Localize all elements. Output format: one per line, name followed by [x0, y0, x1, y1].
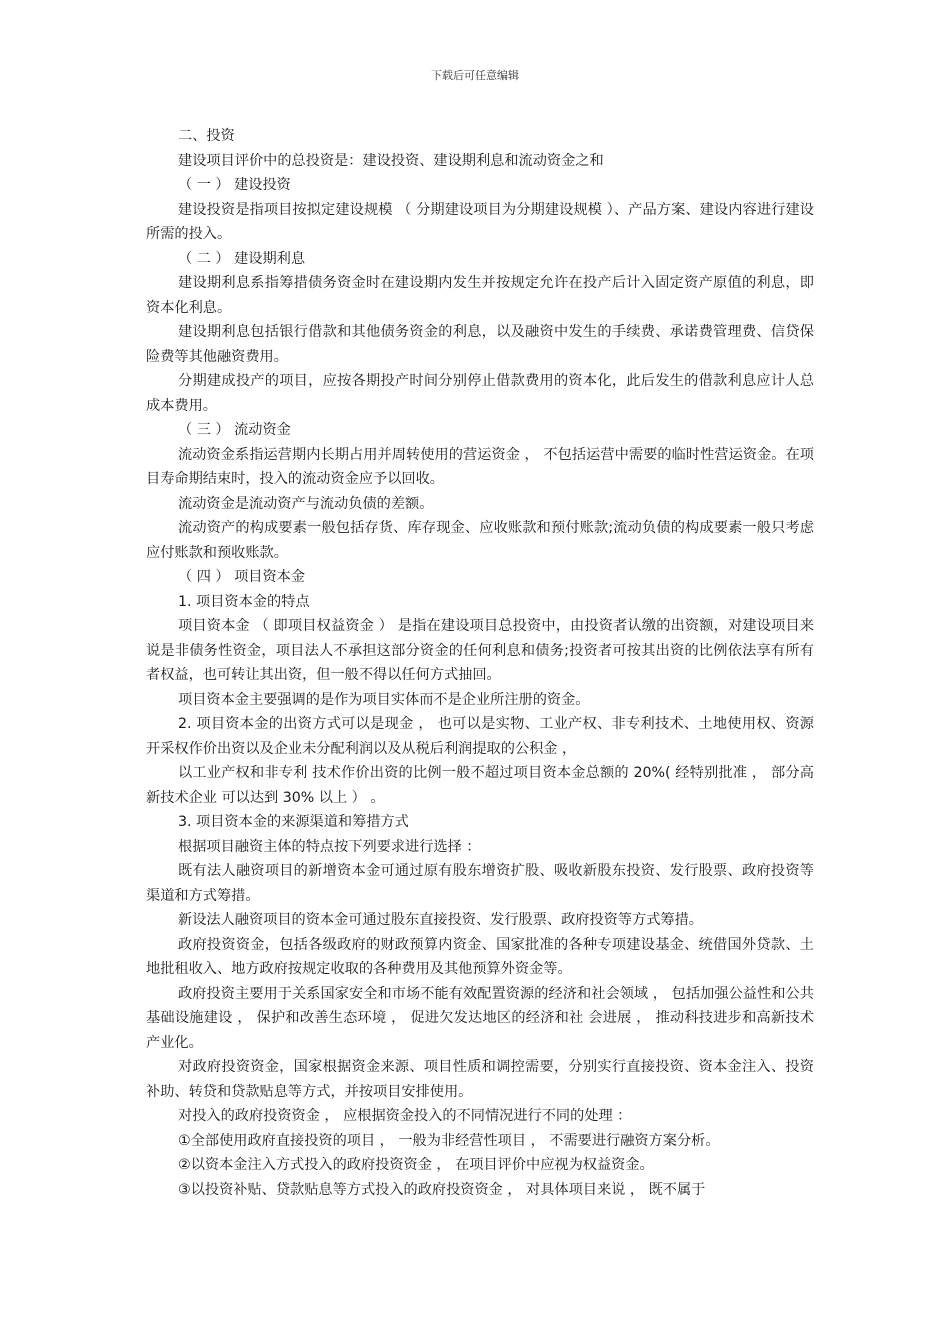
paragraph: 分期建成投产的项目，应按各期投产时间分别停止借款费用的资本化，此后发生的借款利息应计人总成本费用。	[146, 373, 814, 414]
paragraph: 2. 项目资本金的出资方式可以是现金 ， 也可以是实物、工业产权、非专利技术、土地使用权、资源开采权作价出资以及企业未分配利润以及从税后利润提取的公积金 ，	[146, 716, 814, 757]
paragraph: 建设项目评价中的总投资是：建设投资、建设期利息和流动资金之和	[178, 152, 604, 169]
paragraph: 对政府投资资金，国家根据资金来源、项目性质和调控需要，分别实行直接投资、资本金注入、投资补助、转贷和贷款贴息等方式，并按项目安排使用。	[146, 1059, 814, 1100]
paragraph: 建设投资是指项目按拟定建设规模 （ 分期建设项目为分期建设规模 ）、产品方案、建设内容进行建设所需的投入。	[146, 201, 814, 242]
section-heading: （ 二 ） 建设期利息	[178, 250, 306, 267]
paragraph: 根据项目融资主体的特点按下列要求进行选择 ：	[178, 838, 481, 855]
paragraph: 流动资金是流动资产与流动负债的差额。	[178, 495, 434, 512]
paragraph: 对投入的政府投资资金 ， 应根据资金投入的不同情况进行不同的处理 ：	[178, 1108, 632, 1124]
page-header: 下载后可任意编辑	[431, 69, 519, 82]
subsection-heading: 3. 项目资本金的来源渠道和筹措方式	[178, 814, 409, 830]
list-item: ③以投资补贴、贷款贴息等方式投入的政府投资资金 ， 对具体项目来说 ， 既不属于	[178, 1181, 706, 1198]
paragraph: 流动资金系指运营期内长期占用并周转使用的营运资金 ， 不包括运营中需要的临时性营运资金。在项目寿命期结束时，投入的流动资金应予以回收。	[146, 446, 814, 487]
subsection-heading: 1. 项目资本金的特点	[178, 593, 310, 610]
paragraph: 政府投资主要用于关系国家安全和市场不能有效配置资源的经济和社会领域 ， 包括加强公益性和公共基础设施建设 ， 保护和改善生态环境 ， 促进欠发达地区的经济和社 会进展 ， 推动科技进步和高新技术产业化。	[146, 985, 814, 1051]
paragraph: 以工业产权和非专利 技术作价出资的比例一般不超过项目资本金总额的 20%( 经特别批准 ， 部分高新技术企业 可以达到 30% 以上 ） 。	[146, 765, 814, 806]
paragraph: 既有法人融资项目的新增资本金可通过原有股东增资扩股、吸收新股东投资、发行股票、政府投资等渠道和方式筹措。	[146, 863, 814, 904]
paragraph: 项目资本金 （ 即项目权益资金 ） 是指在建设项目总投资中，由投资者认缴的出资额，对建设项目来说是非债务性资金，项目法人不承担这部分资金的任何利息和债务;投资者可按其出资的比例依法享有所有者权益，也可转让其出资，但一般不得以任何方式抽回。	[146, 618, 814, 683]
paragraph: 流动资产的构成要素一般包括存货、库存现金、应收账款和预付账款;流动负债的构成要素一般只考虑应付账款和预收账款。	[146, 520, 814, 561]
paragraph: 建设期利息系指筹措债务资金时在建设期内发生并按规定允许在投产后计入固定资产原值的利息，即资本化利息。	[146, 275, 814, 316]
document-body	[146, 124, 814, 1202]
section-heading: （ 四 ） 项目资本金	[178, 569, 306, 585]
heading-investment: 二、投资	[178, 128, 235, 144]
paragraph: 项目资本金主要强调的是作为项目实体而不是企业所注册的资金。	[178, 691, 590, 708]
section-heading: （ 三 ） 流动资金	[178, 422, 291, 438]
paragraph: 政府投资资金，包括各级政府的财政预算内资金、国家批准的各种专项建设基金、统借国外贷款、土地批租收入、地方政府按规定收取的各种费用及其他预算外资金等。	[146, 936, 814, 977]
paragraph: 新设法人融资项目的资本金可通过股东直接投资、发行股票、政府投资等方式筹措。	[178, 912, 703, 928]
section-heading: （ 一 ） 建设投资	[178, 177, 291, 193]
list-item: ①全部使用政府直接投资的项目 ， 一般为非经营性项目 ， 不需要进行融资方案分析。	[178, 1132, 720, 1149]
paragraph: 建设期利息包括银行借款和其他债务资金的利息，以及融资中发生的手续费、承诺费管理费、信贷保险费等其他融资费用。	[146, 324, 814, 365]
list-item: ②以资本金注入方式投入的政府投资资金 ， 在项目评价中应视为权益资金。	[178, 1157, 654, 1173]
